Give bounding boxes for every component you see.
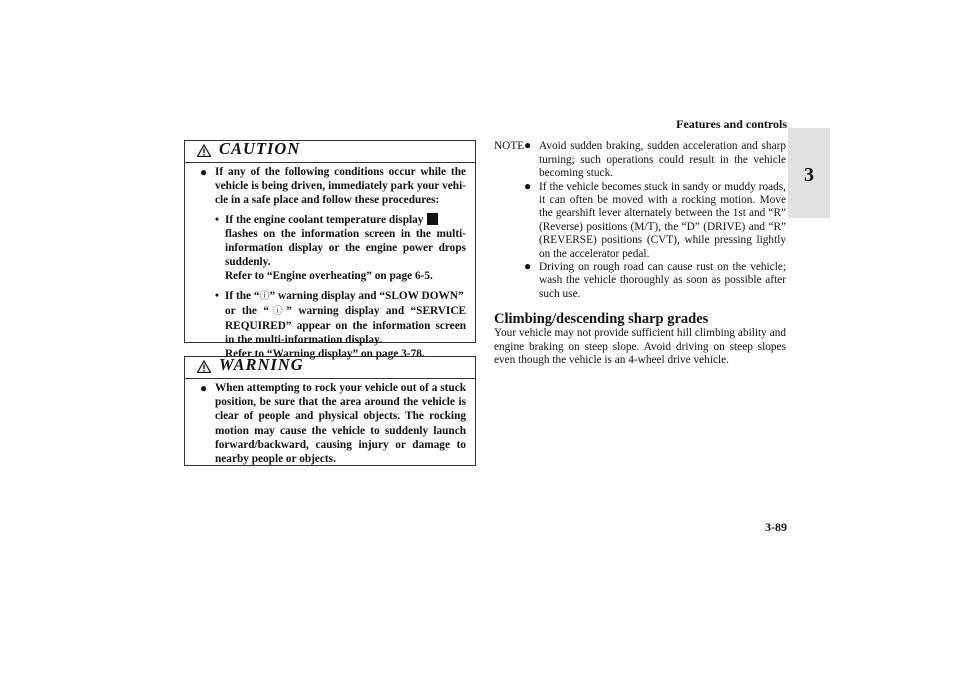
caution-subitem-1-ref: Refer to “Engine overheating” on page 6-5.	[225, 270, 433, 283]
note-label: NOTE	[494, 140, 525, 152]
section-body: Your vehicle may not provide sufficient hill climbing ability and engine braking on steep slope. Avoid driving on steep slopes even though the vehicle is an 4-wheel drive vehicle.	[494, 327, 786, 367]
caution-box	[184, 139, 476, 361]
caution-subitem-2-a: If the “	[225, 289, 260, 302]
warning-triangle-icon	[197, 144, 211, 157]
caution-subitem-2-ref: Refer to “Warning display” on page 3-78.	[225, 348, 425, 361]
caution-body	[185, 163, 475, 362]
caution-subitem-2	[215, 289, 466, 362]
note-item: ● Driving on rough road can cause rust on the vehicle; wash the vehicle thoroughly as soon as possible after such use.	[524, 261, 786, 301]
header-title: Features and controls	[676, 117, 787, 131]
caution-subitem-1-text: If the engine coolant temperature display	[225, 213, 424, 226]
caution-subitem-1-rest: flashes on the information screen in the multi-information display or the engine power drops suddenly.	[225, 227, 466, 269]
caution-subitem-1	[215, 213, 466, 284]
warning-header	[185, 357, 475, 379]
sub-bullet: •	[215, 213, 219, 226]
caution-subitem-2-d: ” warning display and “SERVICE REQUIRED” appear on the information screen in the multi-information display.	[225, 304, 467, 347]
coolant-temperature-icon	[427, 213, 438, 225]
caution-subitem-2-b: ” warning display and “SLOW DOWN”	[269, 289, 464, 302]
page-number: 3-89	[765, 520, 787, 534]
warning-title: WARNING	[219, 355, 304, 374]
section-heading: Climbing/descending sharp grades	[494, 311, 709, 328]
warning-text: ● When attempting to rock your vehicle out of a stuck position, be sure that the area around the vehicle is clear of people and physical objects. The rocking motion may cause the vehicle to suddenly launch forward/backward, causing injury or damage to nearby people or objects.	[215, 382, 466, 466]
caution-item	[200, 165, 466, 362]
caution-intro: ● If any of the following conditions occur while the vehicle is being driven, immediately park your vehi-cle in a safe place and follow these procedures:	[215, 166, 466, 207]
warning-body	[185, 379, 475, 466]
warning-triangle-icon	[197, 360, 211, 373]
note-item: ● Avoid sudden braking, sudden acceleration and sharp turning; such operations could result in the vehicle becoming stuck.	[524, 140, 786, 180]
service-warning-icon: ⓘ	[269, 305, 287, 317]
service-warning-icon: ⓘ	[259, 290, 270, 302]
caution-subitem-2-c: or the “	[225, 304, 270, 317]
section-tab	[788, 128, 830, 218]
note-column	[494, 140, 786, 368]
caution-title: CAUTION	[219, 139, 301, 158]
caution-header	[185, 141, 475, 163]
section-tab-label: 3	[804, 164, 814, 186]
warning-box	[184, 356, 476, 466]
note-item: ● If the vehicle becomes stuck in sandy or muddy roads, it can often be moved with a rocking motion. Move the gearshift lever alternately between the 1st and “R” (Reverse) positions (M/T), the “D” (DRIVE) and “R” (REVERSE) positions (CVT), while pressing lightly on the accelerator pedal.	[524, 181, 786, 261]
sub-bullet: •	[215, 289, 219, 302]
warning-item	[200, 381, 466, 466]
